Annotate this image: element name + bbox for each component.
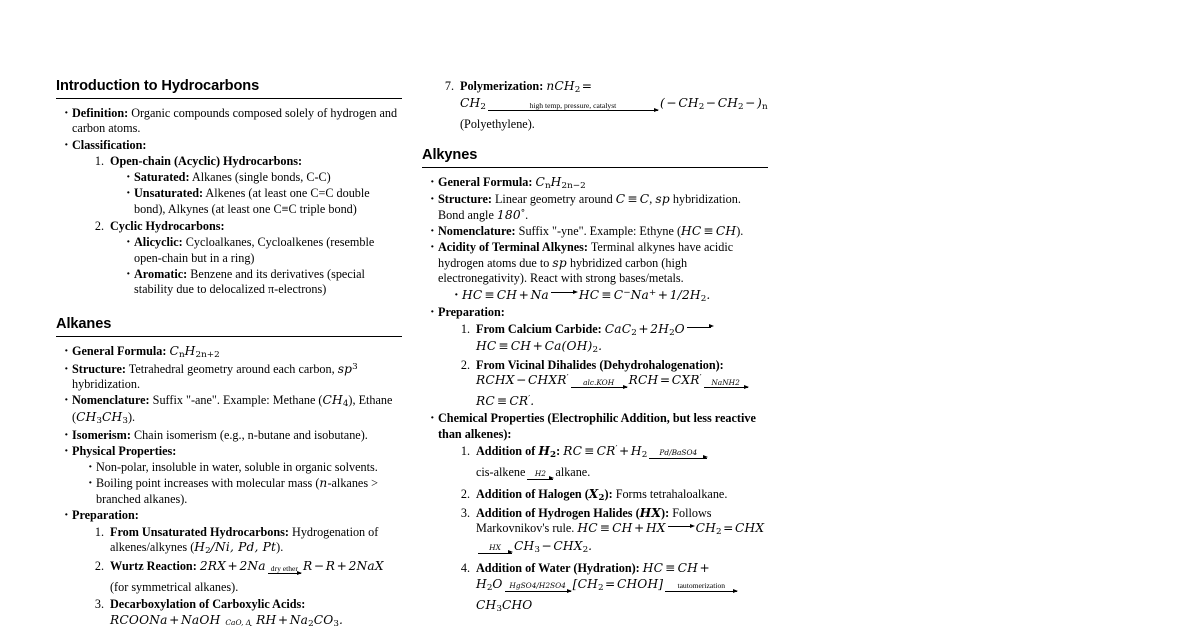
arrow-line bbox=[488, 110, 658, 117]
list-item bbox=[452, 358, 768, 410]
classification-label: Classification: bbox=[72, 137, 147, 152]
arrow-label: CaO, Δ bbox=[225, 617, 252, 626]
list-item: · Nomenclature: Suffix "-yne". Example: Ethyne (HC ≡ CH). bbox=[430, 224, 768, 240]
physical-properties-label: Physical Properties: bbox=[72, 444, 177, 459]
section-introduction bbox=[56, 78, 402, 298]
list-item bbox=[126, 267, 402, 298]
carbide-equation: $CaC_2 + 2H_2O$ bbox=[604, 321, 685, 338]
list-item bbox=[436, 79, 768, 133]
prep-calcium-carbide-title: From Calcium Carbide: bbox=[476, 321, 602, 336]
list-item bbox=[64, 138, 402, 299]
section-heading-introduction: Introduction to Hydrocarbons bbox=[56, 78, 260, 94]
polymerization-monomer: $CH_2$ bbox=[460, 96, 486, 113]
list-item bbox=[452, 561, 768, 615]
reaction-arrow bbox=[704, 379, 748, 394]
reaction-arrow bbox=[571, 379, 627, 394]
arrow-label: alc.KOH bbox=[583, 377, 615, 387]
list-item: · Structure: Tetrahedral geometry around each carbon, $sp^3$ hybridization. bbox=[64, 362, 402, 393]
saturated-text: Alkanes (single bonds, C-C) bbox=[189, 170, 331, 185]
wurtz-tail: (for symmetrical alkanes). bbox=[110, 580, 239, 595]
alicyclic-label: Alicyclic: bbox=[134, 235, 183, 250]
preparation-label: Preparation: bbox=[72, 508, 139, 523]
general-formula-label: General Formula: bbox=[72, 343, 167, 358]
general-formula-math: $C_nH_{2n+2}$ bbox=[169, 343, 220, 360]
long-arrow bbox=[551, 289, 577, 296]
addition-h2-equation: RC ≡ $CR' + H_2$ bbox=[563, 443, 648, 460]
acidity-products: HC ≡ $C^-Na^+ + 1/2H_2$. bbox=[578, 287, 711, 304]
cyclic-sublist bbox=[110, 235, 402, 298]
chemical-properties-label: Chemical Properties (Electrophilic Addition, but less reactive than alkenes): bbox=[438, 411, 756, 441]
introduction-bullet-list bbox=[56, 106, 402, 298]
arrow-label: H2 bbox=[534, 469, 546, 479]
list-item: Addition of Hydrogen Halides (HX): Follows Markovnikov's rule. HC ≡ CH + HX $CH_2$ = CHX HX $CH_3 - CHX_2$. bbox=[452, 506, 768, 560]
polymerization-tail: (Polyethylene). bbox=[460, 117, 535, 132]
nomenclature-label: Nomenclature: bbox=[438, 224, 516, 239]
aromatic-label: Aromatic: bbox=[134, 266, 188, 281]
decarb-reactants: RCOONa + NaOH bbox=[110, 612, 221, 626]
general-formula-math: $C_nH_{2n-2}$ bbox=[535, 174, 586, 191]
list-item: · Structure: Linear geometry around C ≡ C, sp hybridization. Bond angle 180°. bbox=[430, 192, 768, 223]
wurtz-equation: 2RX + 2Na bbox=[199, 558, 266, 573]
arrow-line bbox=[704, 387, 748, 394]
decarb-products: RH + $Na_2CO_3$. bbox=[256, 612, 344, 626]
reaction-arrow bbox=[488, 102, 658, 118]
addition-hx-title: Addition of Hydrogen Halides (HX): bbox=[476, 505, 670, 520]
section-rule bbox=[56, 336, 402, 337]
prep-decarboxylation-title: Decarboxylation of Carboxylic Acids: bbox=[110, 597, 306, 612]
list-item: Addition of $H_2$: RC ≡ $CR' + H_2$ Pd/BaSO4 cis-alkene H2 alkane. bbox=[452, 444, 768, 486]
section-alkenes-continued bbox=[422, 79, 768, 133]
list-item: · Acidity of Terminal Alkynes: Terminal alkynes have acidic hydrogen atoms due to sp hybridized carbon (high electronegativity). React with strong bases/metals. · HC ≡ CH + Na HC ≡ $C^-Na^+ + 1/2H_2$. bbox=[430, 240, 768, 304]
general-formula-label: General Formula: bbox=[438, 174, 533, 189]
alkynes-bullet-list bbox=[422, 175, 768, 615]
polymerization-reactant: nCH$_2$ = bbox=[546, 79, 593, 95]
section-rule bbox=[422, 167, 768, 168]
reaction-arrow bbox=[268, 565, 301, 581]
isomerism-text: Chain isomerism (e.g., n-butane and isobutane). bbox=[130, 428, 368, 443]
list-item bbox=[64, 344, 402, 361]
list-item bbox=[126, 170, 402, 186]
sp-math: sp bbox=[655, 192, 670, 207]
hydration-product: $CH_3CHO$ bbox=[476, 597, 533, 614]
list-item bbox=[86, 559, 402, 596]
classification-cyclic-title: Cyclic Hydrocarbons: bbox=[110, 219, 225, 234]
alkanes-bullet-list bbox=[56, 344, 402, 626]
addition-halogen-title: Addition of Halogen $(X_2)$: bbox=[476, 487, 613, 504]
wurtz-product: R − R + 2NaX bbox=[302, 558, 384, 573]
reaction-arrow bbox=[649, 449, 707, 464]
physical-properties-sublist bbox=[72, 460, 402, 507]
long-arrow bbox=[668, 523, 694, 530]
list-item bbox=[126, 235, 402, 266]
prep-unsaturated-title: From Unsaturated Hydrocarbons: bbox=[110, 524, 289, 539]
unsaturated-text: Alkenes (at least one C=C double bond), Alkynes (at least one C≡C triple bond) bbox=[134, 186, 370, 216]
list-item: · Non-polar, insoluble in water, soluble in organic solvents. bbox=[88, 460, 402, 476]
preparation-label: Preparation: bbox=[438, 305, 505, 320]
arrow-line bbox=[571, 387, 627, 394]
hydration-intermediate: [$CH_2$ = CHOH] bbox=[572, 576, 664, 593]
unsaturated-label: Unsaturated: bbox=[134, 186, 204, 201]
prep-vicinal-dihalides-title: From Vicinal Dihalides (Dehydrohalogenation): bbox=[476, 357, 724, 372]
list-item bbox=[64, 508, 402, 626]
aromatic-text: Benzene and its derivatives (special stability due to delocalized π-electrons) bbox=[134, 266, 365, 297]
structure-label: Structure: bbox=[438, 192, 492, 207]
addition-hx-product: $CH_3 - CHX_2$. bbox=[514, 538, 593, 555]
structure-label: Structure: bbox=[72, 361, 126, 376]
section-heading-alkynes: Alkynes bbox=[422, 146, 478, 163]
left-column bbox=[56, 78, 402, 626]
long-arrow bbox=[687, 324, 713, 331]
reaction-arrow bbox=[527, 470, 553, 485]
sp-math: sp bbox=[552, 255, 567, 270]
chemical-properties-list bbox=[438, 444, 768, 615]
addition-water-title: Addition of Water (Hydration): bbox=[476, 561, 640, 576]
acidity-equation-list bbox=[438, 288, 768, 305]
list-item bbox=[430, 305, 768, 410]
definition-label: Definition: bbox=[72, 105, 129, 120]
arrow-line bbox=[649, 458, 707, 465]
bond-angle-math: 180° bbox=[496, 208, 526, 223]
addition-h2-title: Addition of $H_2$: bbox=[476, 443, 561, 460]
arrow-line bbox=[268, 573, 301, 580]
list-item: · Nomenclature: Suffix "-ane". Example: Methane $(CH_4)$, Ethane $(CH_3CH_3)$. bbox=[64, 393, 402, 427]
addition-hx-intermediate: $CH_2$ = CHX bbox=[695, 521, 765, 538]
classification-open-chain-title: Open-chain (Acyclic) Hydrocarbons: bbox=[110, 154, 303, 169]
arrow-label: HgSO4/H2SO4 bbox=[509, 581, 566, 591]
nomenclature-label: Nomenclature: bbox=[72, 393, 150, 408]
section-alkanes bbox=[56, 316, 402, 626]
arrow-label: dry ether bbox=[270, 563, 298, 573]
methane-math: $CH_4$ bbox=[322, 393, 349, 410]
addition-hx-equation: HC ≡ CH + HX bbox=[577, 521, 666, 536]
right-column bbox=[422, 78, 768, 617]
ethane-math: $CH_3CH_3$ bbox=[76, 410, 128, 427]
arrow-line bbox=[527, 479, 553, 486]
section-heading-alkanes: Alkanes bbox=[56, 316, 112, 333]
list-item: · Boiling point increases with molecular mass (n-alkanes > branched alkanes). bbox=[88, 476, 402, 507]
arrow-label: high temp, pressure, catalyst bbox=[529, 100, 617, 110]
continued-numbered-list bbox=[422, 79, 768, 133]
saturated-label: Saturated: bbox=[134, 170, 190, 185]
ethyne-math: HC ≡ CH bbox=[681, 224, 737, 239]
carbide-products: HC ≡ CH + $Ca(OH)_2$. bbox=[476, 338, 603, 355]
reaction-arrow bbox=[222, 619, 254, 626]
acidity-label: Acidity of Terminal Alkynes: bbox=[438, 240, 588, 255]
reaction-arrow bbox=[665, 582, 737, 598]
definition-text: Organic compounds composed solely of hydrogen and carbon atoms. bbox=[72, 105, 398, 136]
list-item bbox=[430, 411, 768, 615]
dihalide-product: RC ≡ CR′. bbox=[476, 394, 535, 409]
sp3-math: $sp^3$ bbox=[337, 361, 358, 376]
arrow-line bbox=[665, 591, 737, 598]
reaction-arrow bbox=[505, 582, 571, 597]
prep-wurtz-title: Wurtz Reaction: bbox=[110, 558, 197, 573]
dihalide-intermediate: RCH = CXR′ bbox=[628, 373, 702, 388]
open-chain-sublist bbox=[110, 170, 402, 217]
list-item bbox=[126, 186, 402, 217]
alicyclic-text: Cycloalkanes, Cycloalkenes (resemble open-chain but in a ring) bbox=[134, 235, 375, 265]
list-item bbox=[86, 154, 402, 217]
dihalide-reactant: RCHX − CHXR′ bbox=[476, 373, 569, 388]
arrow-label: HX bbox=[489, 543, 501, 553]
alkynes-preparation-list bbox=[438, 322, 768, 410]
hydration-water: $H_2O$ bbox=[476, 576, 503, 593]
alkanes-preparation-list bbox=[72, 525, 402, 626]
list-item bbox=[454, 288, 768, 305]
triple-bond-math: C ≡ C bbox=[615, 192, 650, 207]
arrow-label: NaNH2 bbox=[711, 377, 740, 387]
hydration-reactant: HC ≡ CH + bbox=[642, 561, 710, 576]
list-item bbox=[64, 106, 402, 137]
arrow-line bbox=[505, 591, 571, 598]
hydrogenation-math: $H_2/Ni$, Pd, Pt bbox=[194, 540, 277, 557]
section-rule bbox=[56, 98, 402, 99]
polymerization-product: ( − $CH_2 - CH_2 - )_n$ bbox=[659, 96, 768, 113]
list-item bbox=[86, 219, 402, 298]
list-item bbox=[430, 175, 768, 192]
reaction-arrow bbox=[478, 544, 512, 559]
list-item: From Unsaturated Hydrocarbons: Hydrogenation of alkenes/alkynes ($H_2/Ni$, Pd, Pt). bbox=[110, 524, 379, 557]
list-item bbox=[64, 444, 402, 507]
arrow-label: tautomerization bbox=[677, 581, 726, 591]
acidity-equation: HC ≡ CH + Na bbox=[462, 287, 549, 302]
classification-list bbox=[72, 154, 402, 298]
addition-halogen-text: Forms tetrahaloalkane. bbox=[612, 487, 728, 502]
isomerism-label: Isomerism: bbox=[72, 428, 131, 443]
list-item bbox=[452, 322, 768, 356]
arrow-line bbox=[478, 553, 512, 560]
section-alkynes bbox=[422, 147, 768, 615]
polymerization-title: Polymerization: bbox=[460, 79, 544, 93]
list-item bbox=[86, 597, 402, 626]
list-item bbox=[452, 487, 768, 504]
arrow-label: Pd/BaSO4 bbox=[659, 448, 698, 458]
list-item bbox=[64, 428, 402, 444]
n-alkanes-math: n bbox=[319, 476, 328, 491]
